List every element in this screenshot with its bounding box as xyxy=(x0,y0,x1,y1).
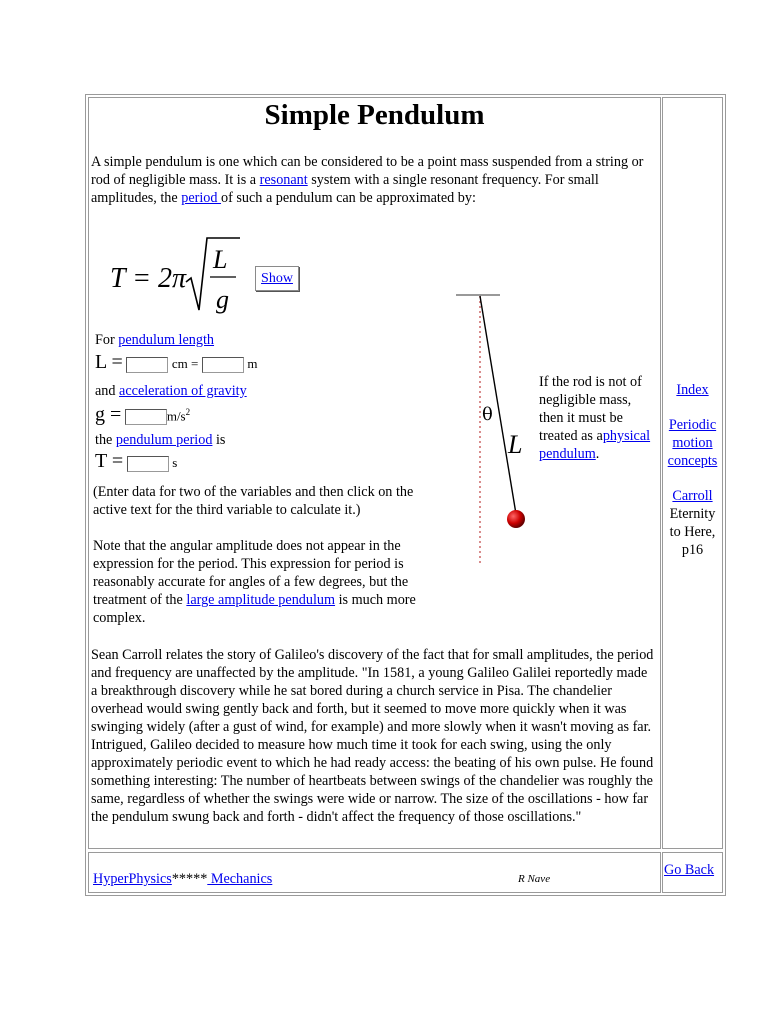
show-button-label[interactable]: Show xyxy=(261,271,293,286)
eternity-reference: Eternity to Here, p16 xyxy=(669,506,716,558)
length-row-label xyxy=(95,331,214,349)
L-label: L = xyxy=(95,351,123,373)
sidebar-links xyxy=(663,381,722,559)
period-input[interactable] xyxy=(127,456,169,472)
intro-text-1: A simple pendulum is one which can be considered to be a point mass suspended from a string or rod of negligible mass. It is a xyxy=(91,154,644,188)
cm-unit: cm = xyxy=(171,356,199,371)
large-amplitude-pendulum-link[interactable]: large amplitude pendulum xyxy=(186,592,336,608)
footer-nav xyxy=(93,871,272,888)
pendulum-diagram xyxy=(450,288,535,568)
rod-mass-note xyxy=(539,373,651,463)
rod-note-text-2: . xyxy=(595,446,600,462)
formula-lhs: T = 2π xyxy=(110,263,186,294)
theta-label: θ xyxy=(482,404,493,425)
rod-note-text-1: If the rod is not of negligible mass, then it must be treated as a xyxy=(539,374,642,444)
physical-pendulum-link[interactable]: physical pendulum xyxy=(539,428,651,462)
intro-paragraph xyxy=(91,153,657,207)
and-text: and xyxy=(95,383,120,399)
gravity-input-row xyxy=(95,403,190,426)
the-text: the xyxy=(95,432,116,448)
index-link[interactable]: Index xyxy=(676,382,709,398)
galileo-story: Sean Carroll relates the story of Galileo's discovery of the fact that for small amplitudes, the period and frequency are unaffected by the amplitude. "In 1581, a young Galileo Galilei reportedly made a breakthrough discovery while he sat bored during a church service in Pisa. The chandelier overhead would swing gently back and forth, but it seemed to move more quickly when it was swinging widely (after a gust of wind, for example) and more slowly when it wasn't moving as far. Intrigued, Galileo decided to measure how much time it took for each swing, using the only approximately periodic event to which he had ready access: the beating of his own pulse. He found something interesting: The number of heartbeats between swings of the chandelier was roughly the same, regardless of whether the swings were wide or narrow. The size of the oscillations - how far the pendulum swung back and forth - didn't affect the frequency of those oscillations." xyxy=(91,647,654,825)
author-credit: R Nave xyxy=(518,873,551,885)
formula-denominator: g xyxy=(216,285,229,314)
pendulum-bob xyxy=(507,510,525,528)
s-unit: s xyxy=(172,455,178,470)
period-link[interactable]: period xyxy=(181,190,222,206)
angle-note-text-2: is much more complex. xyxy=(93,592,416,626)
T-label: T = xyxy=(95,450,124,472)
angular-amplitude-note xyxy=(93,537,445,627)
is-text: is xyxy=(212,432,226,448)
m-unit: m xyxy=(247,356,258,371)
gravity-input[interactable] xyxy=(125,409,167,425)
g-unit: m/s xyxy=(166,408,186,424)
g-unit-exponent: 2 xyxy=(185,407,191,417)
show-button[interactable] xyxy=(255,266,299,291)
mechanics-link[interactable]: Mechanics xyxy=(207,871,273,887)
length-m-input[interactable] xyxy=(202,357,244,373)
gravity-row-label xyxy=(95,382,247,400)
length-cm-input[interactable] xyxy=(126,357,168,373)
rating-stars: ***** xyxy=(171,871,208,887)
pendulum-length-link[interactable]: pendulum length xyxy=(118,332,215,348)
period-row-label xyxy=(95,431,225,449)
carroll-link[interactable]: Carroll xyxy=(672,488,713,504)
periodic-motion-concepts-link[interactable]: Periodic motion concepts xyxy=(667,417,718,469)
g-label: g = xyxy=(95,403,122,426)
for-text: For xyxy=(95,332,119,348)
resonant-link[interactable]: resonant xyxy=(259,172,308,188)
length-input-row xyxy=(95,353,258,373)
hyperphysics-link[interactable]: HyperPhysics xyxy=(93,871,172,887)
intro-text-3: of such a pendulum can be approximated by: xyxy=(221,190,476,206)
intro-text-2: system with a single resonant frequency. For small amplitudes, the xyxy=(91,172,599,206)
formula-numerator: L xyxy=(213,245,228,274)
period-formula xyxy=(110,232,240,322)
period-input-row xyxy=(95,452,177,472)
acceleration-of-gravity-link[interactable]: acceleration of gravity xyxy=(119,383,247,399)
enter-data-note: (Enter data for two of the variables and then click on the active text for the third variable to calculate it.) xyxy=(93,484,414,518)
length-label: L xyxy=(508,430,523,459)
page-title: Simple Pendulum xyxy=(264,99,485,131)
angle-note-text-1: Note that the angular amplitude does not appear in the expression for the period. This expression for period is reasonably accurate for angles of a few degrees, but the treatment of the xyxy=(93,538,409,608)
pendulum-period-link[interactable]: pendulum period xyxy=(115,432,213,448)
go-back-link[interactable]: Go Back xyxy=(664,862,715,878)
